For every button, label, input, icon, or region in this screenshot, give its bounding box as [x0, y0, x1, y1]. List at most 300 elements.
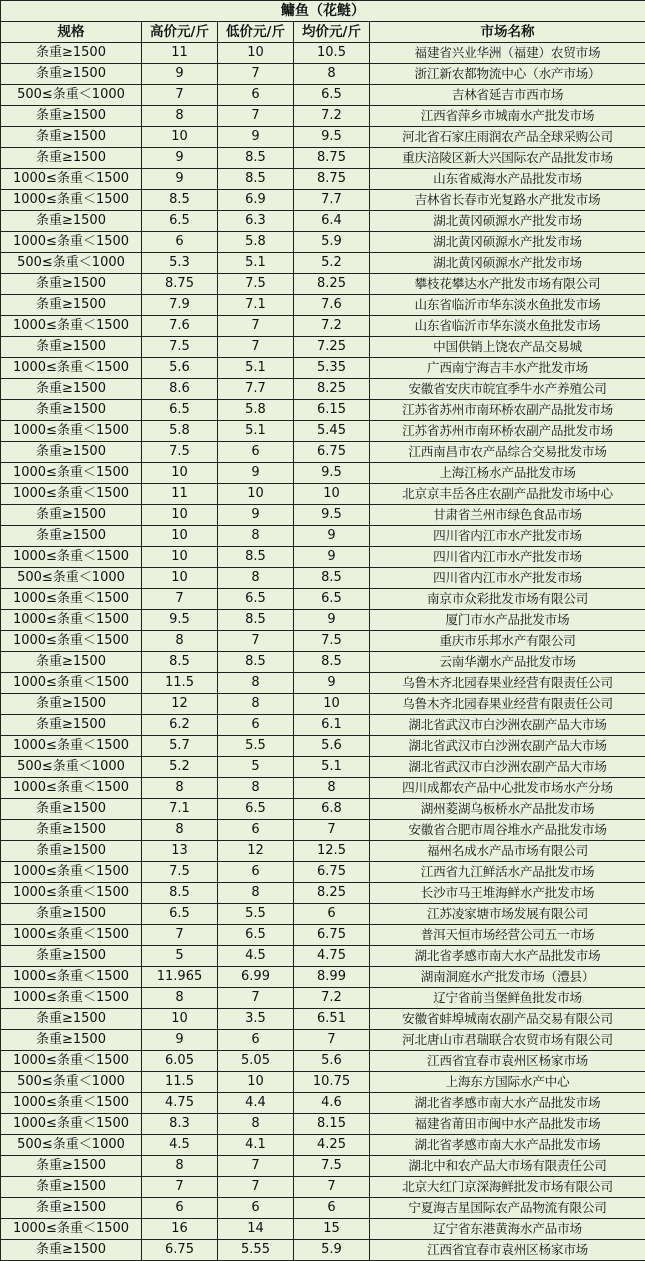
cell-low-price: 5.1: [218, 421, 294, 442]
cell-spec: 条重≥1500: [1, 211, 142, 232]
cell-low-price: 5.5: [218, 904, 294, 925]
cell-low-price: 5.8: [218, 400, 294, 421]
cell-spec: 条重≥1500: [1, 799, 142, 820]
cell-spec: 条重≥1500: [1, 1177, 142, 1198]
cell-high-price: 8.75: [142, 274, 218, 295]
cell-low-price: 10: [218, 43, 294, 64]
header-low-price: 低价元/斤: [218, 22, 294, 43]
cell-spec: 条重≥1500: [1, 442, 142, 463]
table-row: [1, 694, 645, 715]
cell-avg-price: 6.51: [294, 1009, 370, 1030]
cell-market: 上海东方国际水产中心: [370, 1072, 645, 1093]
cell-avg-price: 7.7: [294, 190, 370, 211]
cell-market: 福建省莆田市闽中水产品批发市场: [370, 1114, 645, 1135]
cell-avg-price: 10.5: [294, 43, 370, 64]
header-high-price: 高价元/斤: [142, 22, 218, 43]
cell-low-price: 8: [218, 694, 294, 715]
cell-market: 乌鲁木齐北园春果业经营有限责任公司: [370, 673, 645, 694]
cell-spec: 条重≥1500: [1, 820, 142, 841]
cell-avg-price: 5.2: [294, 253, 370, 274]
cell-avg-price: 8.5: [294, 652, 370, 673]
cell-high-price: 8.5: [142, 652, 218, 673]
cell-high-price: 5.6: [142, 358, 218, 379]
cell-avg-price: 8.15: [294, 1114, 370, 1135]
cell-high-price: 10: [142, 127, 218, 148]
cell-spec: 1000≤条重＜1500: [1, 883, 142, 904]
cell-avg-price: 7.25: [294, 337, 370, 358]
cell-avg-price: 7.5: [294, 631, 370, 652]
table-row: [1, 85, 645, 106]
cell-avg-price: 7: [294, 1030, 370, 1051]
cell-avg-price: 12.5: [294, 841, 370, 862]
cell-low-price: 8: [218, 526, 294, 547]
cell-low-price: 6: [218, 820, 294, 841]
cell-market: 江苏凌家塘市场发展有限公司: [370, 904, 645, 925]
cell-market: 上海江杨水产品批发市场: [370, 463, 645, 484]
cell-high-price: 7.5: [142, 337, 218, 358]
cell-avg-price: 15: [294, 1219, 370, 1240]
table-row: [1, 43, 645, 64]
cell-high-price: 7: [142, 85, 218, 106]
cell-spec: 500≤条重＜1000: [1, 85, 142, 106]
cell-low-price: 5: [218, 757, 294, 778]
cell-market: 福州名成水产品市场有限公司: [370, 841, 645, 862]
cell-market: 湖北黄冈硕源水产批发市场: [370, 232, 645, 253]
header-market: 市场名称: [370, 22, 645, 43]
table-row: [1, 106, 645, 127]
cell-spec: 1000≤条重＜1500: [1, 463, 142, 484]
cell-high-price: 8: [142, 778, 218, 799]
cell-high-price: 9: [142, 64, 218, 85]
cell-avg-price: 9: [294, 526, 370, 547]
cell-low-price: 9: [218, 463, 294, 484]
cell-market: 河北省石家庄雨润农产品全球采购公司: [370, 127, 645, 148]
cell-spec: 条重≥1500: [1, 652, 142, 673]
cell-low-price: 5.5: [218, 736, 294, 757]
cell-spec: 条重≥1500: [1, 1030, 142, 1051]
cell-spec: 条重≥1500: [1, 946, 142, 967]
cell-spec: 条重≥1500: [1, 1240, 142, 1261]
cell-low-price: 7.7: [218, 379, 294, 400]
cell-low-price: 7: [218, 337, 294, 358]
cell-avg-price: 6.5: [294, 589, 370, 610]
cell-high-price: 11.5: [142, 673, 218, 694]
cell-market: 甘肃省兰州市绿色食品市场: [370, 505, 645, 526]
cell-high-price: 7.5: [142, 862, 218, 883]
cell-market: 安徽省安庆市皖宜季牛水产养殖公司: [370, 379, 645, 400]
cell-high-price: 10: [142, 568, 218, 589]
cell-spec: 1000≤条重＜1500: [1, 1219, 142, 1240]
cell-avg-price: 7.2: [294, 106, 370, 127]
cell-high-price: 7.5: [142, 442, 218, 463]
cell-spec: 条重≥1500: [1, 694, 142, 715]
table-row: [1, 631, 645, 652]
cell-high-price: 6.5: [142, 211, 218, 232]
cell-spec: 条重≥1500: [1, 1198, 142, 1219]
cell-low-price: 6.99: [218, 967, 294, 988]
table-row: [1, 1198, 645, 1219]
table-row: [1, 484, 645, 505]
cell-avg-price: 7.5: [294, 1156, 370, 1177]
cell-low-price: 7: [218, 1177, 294, 1198]
cell-spec: 条重≥1500: [1, 337, 142, 358]
cell-market: 吉林省长春市光复路水产批发市场: [370, 190, 645, 211]
cell-high-price: 7: [142, 589, 218, 610]
cell-low-price: 3.5: [218, 1009, 294, 1030]
header-avg-price: 均价元/斤: [294, 22, 370, 43]
cell-avg-price: 6.4: [294, 211, 370, 232]
cell-low-price: 6.5: [218, 799, 294, 820]
cell-avg-price: 10: [294, 484, 370, 505]
cell-low-price: 6.5: [218, 589, 294, 610]
table-row: [1, 211, 645, 232]
table-row: [1, 799, 645, 820]
cell-spec: 1000≤条重＜1500: [1, 232, 142, 253]
cell-market: 重庆市乐邦水产有限公司: [370, 631, 645, 652]
cell-spec: 条重≥1500: [1, 127, 142, 148]
cell-avg-price: 6: [294, 1198, 370, 1219]
table-row: [1, 295, 645, 316]
table-row: [1, 1240, 645, 1261]
table-row: [1, 505, 645, 526]
cell-market: 山东省临沂市华东淡水鱼批发市场: [370, 295, 645, 316]
table-row: [1, 778, 645, 799]
cell-high-price: 8.6: [142, 379, 218, 400]
table-row: [1, 673, 645, 694]
cell-market: 河北唐山市君瑞联合农贸市场有限公司: [370, 1030, 645, 1051]
cell-low-price: 12: [218, 841, 294, 862]
cell-avg-price: 8.25: [294, 274, 370, 295]
table-row: [1, 967, 645, 988]
cell-avg-price: 8.99: [294, 967, 370, 988]
cell-market: 北京大红门京深海鲜批发市场有限公司: [370, 1177, 645, 1198]
cell-spec: 500≤条重＜1000: [1, 1072, 142, 1093]
table-row: [1, 841, 645, 862]
cell-market: 江苏省苏州市南环桥农副产品批发市场: [370, 421, 645, 442]
cell-market: 四川省内江市水产批发市场: [370, 547, 645, 568]
cell-high-price: 16: [142, 1219, 218, 1240]
cell-spec: 500≤条重＜1000: [1, 568, 142, 589]
cell-market: 南京市众彩批发市场有限公司: [370, 589, 645, 610]
table-row: [1, 190, 645, 211]
cell-market: 湖州菱湖乌板桥水产品批发市场: [370, 799, 645, 820]
cell-spec: 1000≤条重＜1500: [1, 631, 142, 652]
cell-low-price: 6: [218, 1198, 294, 1219]
cell-avg-price: 4.75: [294, 946, 370, 967]
table-row: [1, 988, 645, 1009]
cell-low-price: 6.5: [218, 925, 294, 946]
table-row: [1, 442, 645, 463]
cell-high-price: 6.75: [142, 1240, 218, 1261]
cell-low-price: 6.9: [218, 190, 294, 211]
cell-spec: 1000≤条重＜1500: [1, 778, 142, 799]
cell-high-price: 8: [142, 820, 218, 841]
cell-market: 普洱天恒市场经营公司五一市场: [370, 925, 645, 946]
cell-low-price: 4.1: [218, 1135, 294, 1156]
table-row: [1, 379, 645, 400]
cell-avg-price: 7.2: [294, 316, 370, 337]
cell-market: 江西省宜春市袁州区杨家市场: [370, 1051, 645, 1072]
table-row: [1, 1030, 645, 1051]
table-row: [1, 1219, 645, 1240]
cell-market: 江苏省苏州市南环桥农副产品批发市场: [370, 400, 645, 421]
cell-spec: 500≤条重＜1000: [1, 757, 142, 778]
cell-high-price: 6: [142, 1198, 218, 1219]
cell-high-price: 11: [142, 484, 218, 505]
table-title: 鳙鱼（花鲢）: [1, 1, 645, 22]
cell-spec: 1000≤条重＜1500: [1, 1051, 142, 1072]
cell-market: 湖北省孝感市南大水产品批发市场: [370, 1093, 645, 1114]
cell-spec: 条重≥1500: [1, 148, 142, 169]
cell-avg-price: 8.75: [294, 148, 370, 169]
table-row: [1, 1009, 645, 1030]
cell-high-price: 12: [142, 694, 218, 715]
table-row: [1, 148, 645, 169]
cell-spec: 1000≤条重＜1500: [1, 925, 142, 946]
cell-avg-price: 9: [294, 673, 370, 694]
cell-low-price: 6: [218, 1030, 294, 1051]
table-row: [1, 862, 645, 883]
cell-low-price: 10: [218, 484, 294, 505]
cell-avg-price: 5.6: [294, 736, 370, 757]
cell-low-price: 7.5: [218, 274, 294, 295]
cell-low-price: 7: [218, 64, 294, 85]
cell-avg-price: 5.45: [294, 421, 370, 442]
cell-spec: 500≤条重＜1000: [1, 1135, 142, 1156]
table-row: [1, 358, 645, 379]
cell-low-price: 8: [218, 883, 294, 904]
cell-avg-price: 9.5: [294, 463, 370, 484]
cell-high-price: 4.75: [142, 1093, 218, 1114]
cell-market: 厦门市水产品批发市场: [370, 610, 645, 631]
cell-low-price: 8.5: [218, 169, 294, 190]
table-row: [1, 757, 645, 778]
cell-spec: 1000≤条重＜1500: [1, 1114, 142, 1135]
cell-high-price: 10: [142, 1009, 218, 1030]
cell-spec: 条重≥1500: [1, 526, 142, 547]
cell-low-price: 8.5: [218, 610, 294, 631]
cell-spec: 1000≤条重＜1500: [1, 967, 142, 988]
cell-spec: 条重≥1500: [1, 64, 142, 85]
table-row: [1, 883, 645, 904]
cell-high-price: 10: [142, 547, 218, 568]
cell-avg-price: 8: [294, 778, 370, 799]
cell-low-price: 7.1: [218, 295, 294, 316]
cell-avg-price: 10.75: [294, 1072, 370, 1093]
cell-market: 湖北中和农产品大市场有限责任公司: [370, 1156, 645, 1177]
cell-avg-price: 5.1: [294, 757, 370, 778]
cell-avg-price: 8.25: [294, 379, 370, 400]
table-row: [1, 253, 645, 274]
cell-avg-price: 6.5: [294, 85, 370, 106]
cell-high-price: 8: [142, 106, 218, 127]
cell-spec: 1000≤条重＜1500: [1, 673, 142, 694]
table-row: [1, 400, 645, 421]
cell-avg-price: 9: [294, 547, 370, 568]
table-row: [1, 316, 645, 337]
cell-low-price: 5.8: [218, 232, 294, 253]
table-row: [1, 547, 645, 568]
cell-avg-price: 6: [294, 904, 370, 925]
cell-avg-price: 6.15: [294, 400, 370, 421]
table-row: [1, 169, 645, 190]
cell-market: 江西省萍乡市城南水产批发市场: [370, 106, 645, 127]
cell-avg-price: 7: [294, 820, 370, 841]
cell-high-price: 5: [142, 946, 218, 967]
table-body: [1, 43, 645, 1261]
table-row: [1, 736, 645, 757]
cell-avg-price: 5.9: [294, 232, 370, 253]
cell-avg-price: 7: [294, 1177, 370, 1198]
cell-spec: 1000≤条重＜1500: [1, 358, 142, 379]
cell-market: 四川省内江市水产批发市场: [370, 568, 645, 589]
cell-market: 攀枝花攀达水产批发市场有限公司: [370, 274, 645, 295]
cell-low-price: 7: [218, 316, 294, 337]
table-row: [1, 421, 645, 442]
cell-high-price: 9: [142, 148, 218, 169]
cell-low-price: 9: [218, 127, 294, 148]
cell-spec: 条重≥1500: [1, 379, 142, 400]
table-row: [1, 1093, 645, 1114]
table-row: [1, 1156, 645, 1177]
table-row: [1, 1177, 645, 1198]
cell-spec: 条重≥1500: [1, 295, 142, 316]
cell-market: 宁夏海吉星国际农产品物流有限公司: [370, 1198, 645, 1219]
cell-high-price: 6.2: [142, 715, 218, 736]
cell-low-price: 7: [218, 1156, 294, 1177]
cell-low-price: 7: [218, 988, 294, 1009]
cell-high-price: 6: [142, 232, 218, 253]
cell-avg-price: 6.75: [294, 925, 370, 946]
cell-low-price: 4.5: [218, 946, 294, 967]
cell-low-price: 6: [218, 85, 294, 106]
cell-high-price: 5.2: [142, 757, 218, 778]
cell-spec: 1000≤条重＜1500: [1, 736, 142, 757]
cell-market: 湖南洞庭水产批发市场（澧县）: [370, 967, 645, 988]
cell-high-price: 11.965: [142, 967, 218, 988]
table-row: [1, 127, 645, 148]
cell-avg-price: 8.25: [294, 883, 370, 904]
table-row: [1, 610, 645, 631]
cell-avg-price: 9.5: [294, 127, 370, 148]
cell-low-price: 8: [218, 673, 294, 694]
cell-avg-price: 7.2: [294, 988, 370, 1009]
cell-avg-price: 6.8: [294, 799, 370, 820]
cell-market: 中国供销上饶农产品交易城: [370, 337, 645, 358]
cell-low-price: 8.5: [218, 652, 294, 673]
cell-market: 湖北黄冈硕源水产批发市场: [370, 211, 645, 232]
cell-high-price: 5.3: [142, 253, 218, 274]
table-row: [1, 715, 645, 736]
cell-high-price: 7.9: [142, 295, 218, 316]
cell-low-price: 8: [218, 1114, 294, 1135]
cell-low-price: 5.55: [218, 1240, 294, 1261]
cell-high-price: 9: [142, 1030, 218, 1051]
cell-high-price: 13: [142, 841, 218, 862]
cell-market: 辽宁省东港黄海水产品市场: [370, 1219, 645, 1240]
cell-low-price: 8: [218, 568, 294, 589]
cell-spec: 1000≤条重＜1500: [1, 988, 142, 1009]
table-row: [1, 925, 645, 946]
cell-market: 湖北省武汉市白沙洲农副产品大市场: [370, 757, 645, 778]
cell-low-price: 5.1: [218, 358, 294, 379]
cell-high-price: 9.5: [142, 610, 218, 631]
table-row: [1, 1135, 645, 1156]
cell-high-price: 9: [142, 169, 218, 190]
cell-market: 四川省内江市水产批发市场: [370, 526, 645, 547]
cell-avg-price: 9: [294, 610, 370, 631]
cell-market: 湖北省武汉市白沙洲农副产品大市场: [370, 736, 645, 757]
cell-market: 湖北省孝感市南大水产品批发市场: [370, 946, 645, 967]
title-row: [1, 1, 645, 22]
cell-market: 湖北省武汉市白沙洲农副产品大市场: [370, 715, 645, 736]
cell-market: 云南华潮水产品批发市场: [370, 652, 645, 673]
cell-market: 四川成都农产品中心批发市场水产分场: [370, 778, 645, 799]
cell-high-price: 6.05: [142, 1051, 218, 1072]
cell-market: 浙江新农都物流中心（水产市场）: [370, 64, 645, 85]
cell-avg-price: 8.5: [294, 568, 370, 589]
cell-high-price: 5.8: [142, 421, 218, 442]
cell-low-price: 8: [218, 778, 294, 799]
cell-spec: 条重≥1500: [1, 1009, 142, 1030]
cell-market: 湖北省孝感市南大水产品批发市场: [370, 1135, 645, 1156]
cell-high-price: 7: [142, 1177, 218, 1198]
cell-low-price: 6.3: [218, 211, 294, 232]
cell-spec: 条重≥1500: [1, 841, 142, 862]
cell-low-price: 4.4: [218, 1093, 294, 1114]
table-row: [1, 589, 645, 610]
cell-avg-price: 5.9: [294, 1240, 370, 1261]
cell-avg-price: 4.25: [294, 1135, 370, 1156]
cell-market: 安徽省合肥市周谷堆水产品批发市场: [370, 820, 645, 841]
cell-high-price: 10: [142, 526, 218, 547]
table-row: [1, 820, 645, 841]
cell-market: 安徽省蚌埠城南农副产品交易有限公司: [370, 1009, 645, 1030]
cell-high-price: 8: [142, 631, 218, 652]
cell-high-price: 8.3: [142, 1114, 218, 1135]
cell-market: 福建省兴业华洲（福建）农贸市场: [370, 43, 645, 64]
cell-high-price: 11.5: [142, 1072, 218, 1093]
cell-market: 辽宁省前当堡鲜鱼批发市场: [370, 988, 645, 1009]
table-row: [1, 64, 645, 85]
cell-low-price: 8.5: [218, 148, 294, 169]
table-row: [1, 232, 645, 253]
cell-spec: 1000≤条重＜1500: [1, 316, 142, 337]
cell-market: 山东省威海水产品批发市场: [370, 169, 645, 190]
table-row: [1, 568, 645, 589]
cell-market: 江西南昌市农产品综合交易批发市场: [370, 442, 645, 463]
cell-high-price: 4.5: [142, 1135, 218, 1156]
cell-spec: 1000≤条重＜1500: [1, 484, 142, 505]
table-row: [1, 1051, 645, 1072]
cell-spec: 条重≥1500: [1, 106, 142, 127]
table-row: [1, 1114, 645, 1135]
cell-low-price: 5.1: [218, 253, 294, 274]
cell-low-price: 6: [218, 862, 294, 883]
cell-low-price: 8.5: [218, 547, 294, 568]
cell-high-price: 6.5: [142, 400, 218, 421]
cell-high-price: 10: [142, 463, 218, 484]
cell-spec: 条重≥1500: [1, 274, 142, 295]
cell-low-price: 14: [218, 1219, 294, 1240]
cell-market: 江西省宜春市袁州区杨家市场: [370, 1240, 645, 1261]
cell-avg-price: 8: [294, 64, 370, 85]
cell-market: 乌鲁木齐北园春果业经营有限责任公司: [370, 694, 645, 715]
cell-avg-price: 7.6: [294, 295, 370, 316]
header-spec: 规格: [1, 22, 142, 43]
cell-market: 湖北黄冈硕源水产批发市场: [370, 253, 645, 274]
cell-low-price: 5.05: [218, 1051, 294, 1072]
